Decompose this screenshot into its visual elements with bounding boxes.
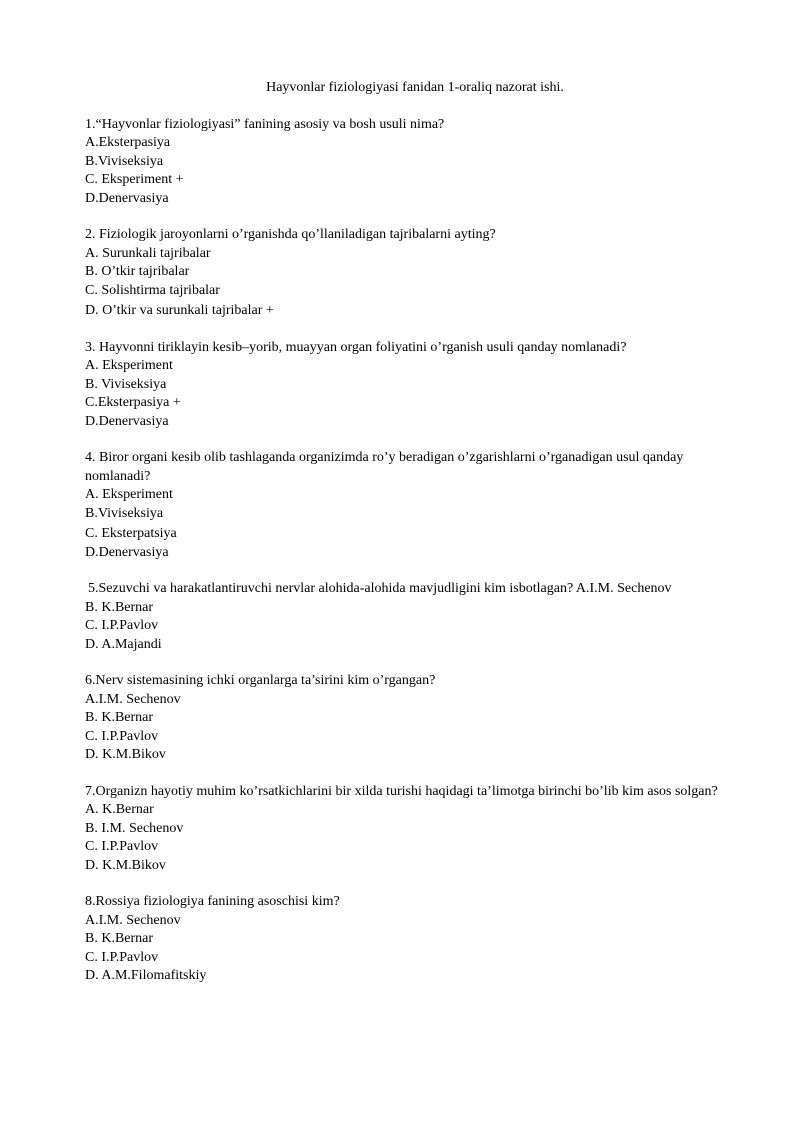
answer-option-a: A. Eksperiment bbox=[85, 358, 173, 373]
answer-option-c: C. I.P.Pavlov bbox=[85, 618, 159, 633]
answer-option-b: B. O’tkir tajribalar bbox=[85, 264, 190, 279]
answer-option-c: C. Eksterpatsiya bbox=[85, 526, 177, 541]
answer-option-a: A.I.M. Sechenov bbox=[85, 691, 181, 707]
answer-option-c: C. Solishtirma tajribalar bbox=[85, 282, 220, 298]
document-title: Hayvonlar fiziologiyasi fanidan 1-oraliq nazorat ishi. bbox=[266, 80, 564, 95]
question-text: 3. Hayvonni tiriklayin kesib–yorib, muayyan organ foliyatini o’rganish usuli qanday nomlanadi? bbox=[85, 339, 627, 355]
question-4 bbox=[85, 449, 725, 562]
answer-option-b: B. I.M. Sechenov bbox=[85, 820, 184, 836]
answer-option-c: C. I.P.Pavlov bbox=[85, 839, 159, 854]
question-2 bbox=[85, 226, 725, 321]
answer-option-b: B. K.Bernar bbox=[85, 710, 154, 725]
answer-option-c: C. I.P.Pavlov bbox=[85, 949, 159, 965]
question-3 bbox=[85, 339, 725, 432]
answer-option-a: A.I.M. Sechenov bbox=[85, 912, 181, 928]
document-page bbox=[85, 79, 725, 1004]
answer-option-d: D.Denervasiya bbox=[85, 544, 169, 560]
answer-option-a: A. K.Bernar bbox=[85, 802, 154, 817]
answer-option-a: A. Eksperiment bbox=[85, 487, 173, 502]
answer-option-c: C. Eksperiment + bbox=[85, 172, 184, 187]
question-1 bbox=[85, 116, 725, 209]
question-text: 2. Fiziologik jaroyonlarni o’rganishda qo’llaniladigan tajribalarni ayting? bbox=[85, 227, 496, 242]
question-5 bbox=[85, 580, 725, 654]
question-text: 6.Nerv sistemasining ichki organlarga ta’sirini kim o’rgangan? bbox=[85, 673, 436, 688]
answer-option-d: D.Denervasiya bbox=[85, 413, 169, 429]
answer-option-d: D. A.Majandi bbox=[85, 636, 162, 652]
answer-option-d: D. O’tkir va surunkali tajribalar + bbox=[85, 303, 274, 318]
question-text: 5.Sezuvchi va harakatlantiruvchi nervlar alohida-alohida mavjudligini kim isbotlagan? A.I.M. Sechenov bbox=[88, 581, 672, 596]
question-7 bbox=[85, 783, 725, 876]
answer-option-c: C. I.P.Pavlov bbox=[85, 728, 159, 744]
question-text: 1.“Hayvonlar fiziologiyasi” fanining asosiy va bosh usuli nima? bbox=[85, 116, 445, 132]
answer-option-b: B.Viviseksiya bbox=[85, 153, 164, 169]
answer-option-b: B. K.Bernar bbox=[85, 931, 154, 946]
answer-option-d: D. A.M.Filomafitskiy bbox=[85, 968, 207, 983]
answer-option-d: D. K.M.Bikov bbox=[85, 747, 166, 762]
answer-option-c: C.Eksterpasiya + bbox=[85, 395, 181, 410]
answer-option-d: D.Denervasiya bbox=[85, 190, 169, 206]
answer-option-b: B.Viviseksiya bbox=[85, 505, 164, 521]
answer-option-b: B. K.Bernar bbox=[85, 599, 154, 615]
question-text: 7.Organizn hayotiy muhim ko’rsatkichlarini bir xilda turishi haqidagi ta’limotga birinchi bo’lib kim asos solgan? bbox=[85, 783, 718, 799]
question-text: 4. Biror organi kesib olib tashlaganda organizimda ro’y beradigan o’zgarishlarni o’rganadigan usul qanday nomlanadi? bbox=[85, 450, 684, 484]
answer-option-b: B. Viviseksiya bbox=[85, 376, 167, 392]
question-text: 8.Rossiya fiziologiya fanining asoschisi kim? bbox=[85, 894, 340, 909]
question-8 bbox=[85, 893, 725, 986]
answer-option-a: A.Eksterpasiya bbox=[85, 135, 171, 150]
question-6 bbox=[85, 672, 725, 765]
answer-option-a: A. Surunkali tajribalar bbox=[85, 245, 211, 261]
answer-option-d: D. K.M.Bikov bbox=[85, 857, 166, 873]
